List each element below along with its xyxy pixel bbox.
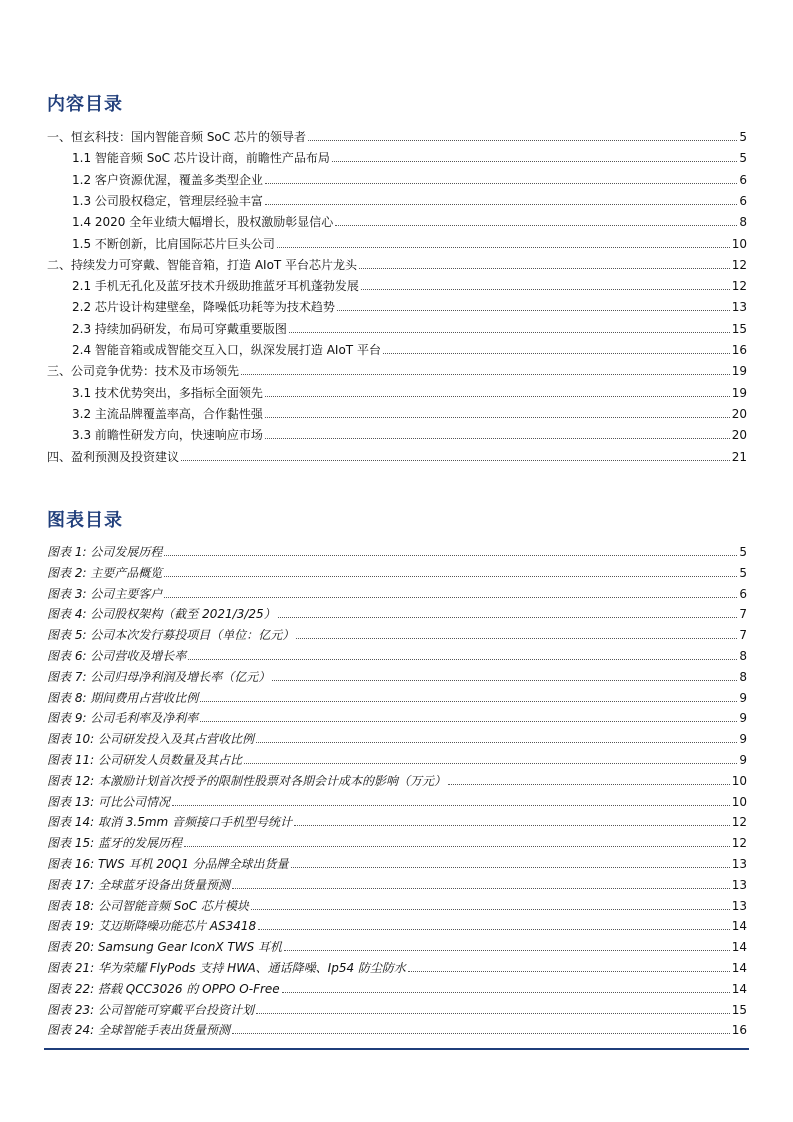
entry-label: 图表 20: Samsung Gear IconX TWS 耳机 [47, 940, 283, 955]
toc-entry[interactable] [47, 252, 747, 272]
figure-entry[interactable] [47, 705, 747, 725]
entry-page-number: 19 [731, 385, 747, 400]
entry-page-number: 15 [731, 321, 747, 336]
figure-entry[interactable] [47, 872, 747, 892]
entry-page-number: 8 [739, 669, 747, 684]
entry-page-number: 12 [731, 257, 747, 272]
figure-entry[interactable] [47, 622, 747, 642]
figure-entry[interactable] [47, 1017, 747, 1037]
entry-page-number: 13 [731, 857, 747, 871]
entry-label: 图表 1: 公司发展历程 [47, 545, 163, 559]
leader-dots [164, 576, 737, 577]
entry-page-number: 5 [739, 151, 747, 166]
entry-label: 图表 8: 期间费用占营收比例 [47, 690, 199, 705]
leader-dots [265, 204, 737, 205]
entry-label: 图表 5: 公司本次发行募投项目（单位：亿元） [47, 628, 295, 643]
entry-page-number: 9 [739, 753, 747, 767]
entry-label: 图表 7: 公司归母净利润及增长率（亿元） [47, 669, 271, 684]
entry-page-number: 6 [739, 172, 747, 187]
entry-page-number: 10 [731, 794, 747, 809]
leader-dots [448, 784, 730, 785]
entry-page-number: 12 [731, 279, 747, 294]
entry-page-number: 5 [739, 130, 747, 144]
leader-dots [244, 763, 737, 764]
entry-label: 图表 14: 取消 3.5mm 音频接口手机型号统计 [47, 815, 293, 830]
entry-label: 2.1 手机无孔化及蓝牙技术升级助推蓝牙耳机蓬勃发展 [72, 279, 359, 294]
leader-dots [291, 867, 730, 868]
entry-label: 3.3 前瞻性研发方向，快速响应市场 [72, 428, 263, 443]
entry-label: 3.1 技术优势突出，多指标全面领先 [72, 385, 263, 400]
figure-entry[interactable] [47, 997, 747, 1017]
figure-entry[interactable] [47, 581, 747, 601]
figure-entry[interactable] [47, 643, 747, 663]
entry-page-number: 7 [739, 628, 747, 643]
leader-dots [232, 888, 730, 889]
entry-page-number: 9 [739, 711, 747, 726]
footer-rule [44, 1048, 749, 1050]
figure-entry[interactable] [47, 809, 747, 829]
leader-dots [164, 597, 737, 598]
entry-label: 图表 13: 可比公司情况 [47, 794, 170, 809]
figures-title: 图表目录 [47, 510, 123, 531]
entry-label: 图表 10: 公司研发投入及其占营收比例 [47, 732, 254, 747]
toc-entry[interactable] [72, 273, 747, 293]
figure-entry[interactable] [47, 955, 747, 975]
entry-label: 图表 11: 公司研发人员数量及其占比 [47, 753, 242, 767]
leader-dots [332, 161, 737, 162]
toc-entry[interactable] [72, 337, 747, 357]
entry-page-number: 9 [739, 732, 747, 747]
entry-page-number: 13 [731, 898, 747, 913]
figure-entry[interactable] [47, 934, 747, 954]
toc-entry[interactable] [47, 444, 747, 464]
leader-dots [359, 268, 730, 269]
entry-label: 1.4 2020 全年业绩大幅增长，股权激励彰显信心 [72, 215, 334, 230]
figure-entry[interactable] [47, 560, 747, 580]
entry-label: 图表 22: 搭载 QCC3026 的 OPPO O-Free [47, 981, 280, 996]
toc-entry[interactable] [72, 380, 747, 400]
leader-dots [200, 701, 737, 702]
figure-entry[interactable] [47, 893, 747, 913]
entry-page-number: 15 [731, 1002, 747, 1017]
leader-dots [188, 659, 737, 660]
entry-page-number: 8 [739, 215, 747, 230]
leader-dots [172, 805, 730, 806]
entry-page-number: 10 [731, 773, 747, 788]
entry-page-number: 9 [739, 690, 747, 705]
figure-entry[interactable] [47, 539, 747, 559]
leader-dots [308, 140, 737, 141]
leader-dots [278, 617, 738, 618]
leader-dots [383, 353, 730, 354]
entry-page-number: 13 [731, 300, 747, 315]
leader-dots [256, 1013, 730, 1014]
entry-label: 四、盈利预测及投资建议 [47, 449, 180, 464]
leader-dots [265, 417, 730, 418]
entry-label: 二、持续发力可穿戴、智能音箱，打造 AIoT 平台芯片龙头 [47, 257, 358, 272]
toc-entry[interactable] [72, 145, 747, 165]
toc-entry[interactable] [47, 358, 747, 378]
leader-dots [408, 971, 730, 972]
leader-dots [265, 183, 737, 184]
entry-page-number: 20 [731, 406, 747, 421]
figure-entry[interactable] [47, 851, 747, 871]
figure-entry[interactable] [47, 747, 747, 767]
entry-label: 3.2 主流品牌覆盖率高，合作黏性强 [72, 406, 263, 421]
leader-dots [335, 225, 737, 226]
entry-label: 图表 9: 公司毛利率及净利率 [47, 711, 199, 726]
leader-dots [277, 247, 730, 248]
entry-label: 2.4 智能音箱或成智能交互入口，纵深发展打造 AIoT 平台 [72, 343, 381, 357]
toc-entry[interactable] [72, 294, 747, 314]
figure-entry[interactable] [47, 789, 747, 809]
toc-entry[interactable] [72, 231, 747, 251]
entry-label: 1.2 客户资源优渥，覆盖多类型企业 [72, 172, 263, 187]
entry-label: 图表 18: 公司智能音频 SoC 芯片模块 [47, 898, 249, 913]
entry-label: 图表 15: 蓝牙的发展历程 [47, 836, 182, 851]
leader-dots [164, 555, 737, 556]
toc-entry[interactable] [72, 401, 747, 421]
toc-entry[interactable] [72, 209, 747, 229]
leader-dots [265, 438, 730, 439]
entry-page-number: 6 [739, 586, 747, 601]
leader-dots [361, 289, 730, 290]
entry-page-number: 8 [739, 649, 747, 663]
entry-page-number: 10 [731, 236, 747, 251]
entry-label: 一、恒玄科技：国内智能音频 SoC 芯片的领导者 [47, 130, 306, 144]
figure-entry[interactable] [47, 976, 747, 996]
leader-dots [265, 396, 730, 397]
entry-page-number: 12 [731, 815, 747, 830]
entry-label: 1.3 公司股权稳定，管理层经验丰富 [72, 193, 263, 208]
leader-dots [282, 992, 730, 993]
leader-dots [251, 909, 730, 910]
entry-label: 图表 12: 本激励计划首次授予的限制性股票对各期会计成本的影响（万元） [47, 773, 446, 788]
entry-label: 图表 2: 主要产品概览 [47, 565, 163, 580]
entry-label: 图表 3: 公司主要客户 [47, 586, 163, 601]
entry-label: 图表 17: 全球蓝牙设备出货量预测 [47, 877, 230, 892]
entry-page-number: 19 [731, 364, 747, 379]
leader-dots [256, 742, 737, 743]
entry-label: 2.2 芯片设计构建壁垒，降噪低功耗等为技术趋势 [72, 300, 335, 315]
entry-label: 图表 24: 全球智能手表出货量预测 [47, 1023, 230, 1038]
figure-entry[interactable] [47, 830, 747, 850]
leader-dots [284, 950, 730, 951]
leader-dots [258, 929, 730, 930]
entry-page-number: 5 [739, 565, 747, 580]
leader-dots [294, 825, 730, 826]
toc-entry[interactable] [72, 316, 747, 336]
leader-dots [296, 638, 737, 639]
leader-dots [337, 310, 730, 311]
entry-label: 1.5 不断创新，比肩国际芯片巨头公司 [72, 236, 275, 251]
entry-page-number: 6 [739, 193, 747, 208]
figure-entry[interactable] [47, 664, 747, 684]
leader-dots [289, 332, 730, 333]
leader-dots [232, 1033, 730, 1034]
entry-page-number: 5 [739, 545, 747, 559]
figure-entry[interactable] [47, 726, 747, 746]
figure-entry[interactable] [47, 601, 747, 621]
entry-label: 2.3 持续加码研发，布局可穿戴重要版图 [72, 321, 287, 336]
entry-label: 图表 23: 公司智能可穿戴平台投资计划 [47, 1002, 254, 1017]
leader-dots [272, 680, 737, 681]
toc-title: 内容目录 [47, 94, 123, 115]
entry-page-number: 14 [731, 919, 747, 934]
figure-entry[interactable] [47, 685, 747, 705]
entry-label: 三、公司竞争优势：技术及市场领先 [47, 364, 240, 379]
entry-page-number: 20 [731, 428, 747, 443]
entry-page-number: 16 [731, 1023, 747, 1038]
entry-page-number: 14 [731, 981, 747, 996]
entry-label: 1.1 智能音频 SoC 芯片设计商，前瞻性产品布局 [72, 151, 330, 166]
entry-label: 图表 4: 公司股权架构（截至 2021/3/25） [47, 607, 276, 622]
toc-entry[interactable] [72, 167, 747, 187]
entry-page-number: 14 [731, 940, 747, 955]
entry-label: 图表 16: TWS 耳机 20Q1 分品牌全球出货量 [47, 857, 289, 871]
entry-label: 图表 21: 华为荣耀 FlyPods 支持 HWA、通话降噪、Ip54 防尘防水 [47, 961, 406, 975]
entry-page-number: 14 [731, 961, 747, 975]
leader-dots [200, 721, 737, 722]
entry-label: 图表 6: 公司营收及增长率 [47, 649, 187, 663]
entry-page-number: 21 [731, 449, 747, 464]
entry-page-number: 12 [731, 836, 747, 851]
figure-entry[interactable] [47, 768, 747, 788]
entry-label: 图表 19: 艾迈斯降噪功能芯片 AS3418 [47, 919, 257, 934]
figure-entry[interactable] [47, 913, 747, 933]
entry-page-number: 13 [731, 877, 747, 892]
toc-entry[interactable] [72, 422, 747, 442]
leader-dots [181, 460, 730, 461]
leader-dots [184, 846, 730, 847]
entry-page-number: 7 [739, 607, 747, 622]
toc-entry[interactable] [72, 188, 747, 208]
leader-dots [241, 374, 730, 375]
entry-page-number: 16 [731, 343, 747, 357]
toc-entry[interactable] [47, 124, 747, 144]
